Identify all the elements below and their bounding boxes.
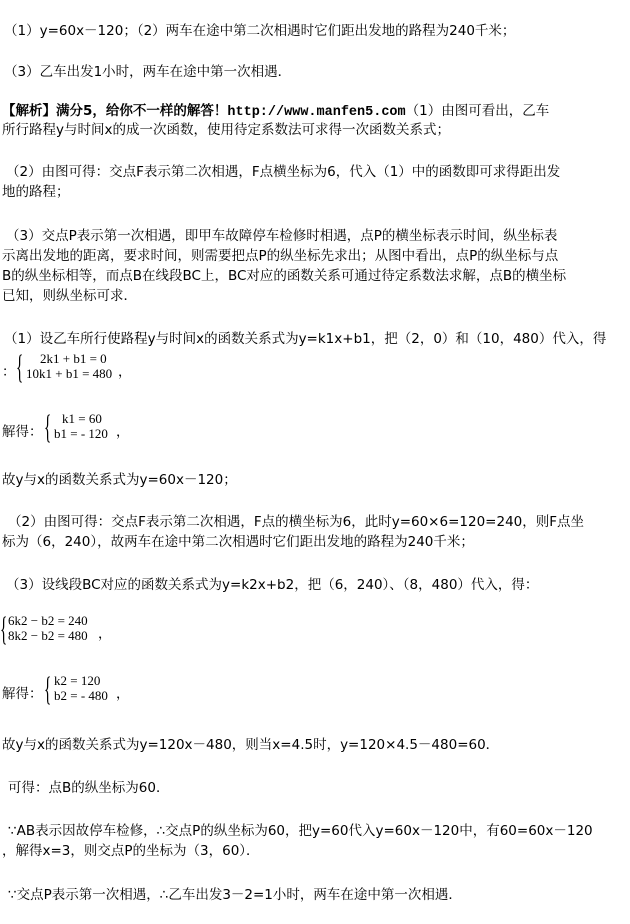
solution-line: 标为（6，240），故两车在途中第二次相遇时它们距出发地的路程为240千米； bbox=[2, 534, 474, 550]
solution-line: ，解得x=3，则交点P的坐标为（3，60）． bbox=[2, 843, 260, 859]
equation-system bbox=[0, 672, 200, 710]
solution-line: ∵交点P表示第一次相遇，∴乙车出发3－2=1小时，两车在途中第一次相遇． bbox=[8, 887, 462, 903]
analysis-line: （3）交点P表示第一次相遇，即甲车故障停车检修时相遇，点P的横坐标表示时间，纵坐标表 bbox=[6, 228, 558, 244]
equation-pair bbox=[54, 673, 108, 703]
analysis-line: 已知，则纵坐标可求． bbox=[2, 288, 137, 304]
analysis-line: B的纵坐标相等，而点B在线段BC上，BC对应的函数关系可通过待定系数法求解，点B的横坐标 bbox=[2, 268, 567, 284]
analysis-line: 所行路程y与时间x的成一次函数，使用待定系数法可求得一次函数关系式； bbox=[2, 122, 450, 138]
equation-prefix: ： bbox=[2, 364, 16, 380]
brace-symbol: { bbox=[44, 671, 52, 708]
equation-row: 8k2 − b2 = 480 bbox=[8, 628, 88, 643]
solution-line: （3）设线段BC对应的函数关系式为y=k2x+b2，把（6，240）、（8，480）代入，得： bbox=[6, 577, 539, 593]
answer-line-1: （1）y=60x－120；（2）两车在途中第二次相遇时它们距出发地的路程为240千米； bbox=[4, 23, 516, 39]
equation-row: 2k1 + b1 = 0 bbox=[40, 351, 107, 366]
solution-line: 可得：点B的纵坐标为60． bbox=[8, 780, 170, 796]
equation-suffix: ， bbox=[98, 626, 112, 642]
solution-line: 故y与x的函数关系式为y=120x－480，则当x=4.5时，y=120×4.5－480=60． bbox=[2, 737, 500, 753]
equation-system bbox=[0, 612, 200, 650]
source-url[interactable]: http://www.manfen5.com bbox=[227, 105, 406, 120]
equation-suffix: ， bbox=[116, 424, 130, 440]
equation-row: b1 = - 120 bbox=[54, 426, 108, 441]
equation-prefix: 解得： bbox=[2, 424, 43, 440]
analysis-header bbox=[2, 102, 549, 122]
equation-prefix: 解得： bbox=[2, 686, 43, 702]
equation-pair bbox=[8, 613, 88, 643]
analysis-line: 示离出发地的距离，要求时间，则需要把点P的纵坐标先求出；从图中看出，点P的纵坐标与点 bbox=[2, 248, 559, 264]
equation-row: k1 = 60 bbox=[62, 411, 102, 426]
equation-row: b2 = - 480 bbox=[54, 688, 108, 703]
equation-row: k2 = 120 bbox=[54, 673, 101, 688]
equation-pair bbox=[54, 411, 108, 441]
solution-line: 故y与x的函数关系式为y=60x－120； bbox=[2, 472, 237, 488]
analysis-line: （2）由图可得：交点F表示第二次相遇，F点横坐标为6，代入（1）中的函数即可求得距出发 bbox=[6, 164, 561, 180]
equation-row: 10k1 + b1 = 480 bbox=[26, 366, 113, 381]
solution-line: ∵AB表示因故停车检修，∴交点P的纵坐标为60，把y=60代入y=60x－120中，有60=60x－120 bbox=[8, 823, 593, 839]
brace-symbol: { bbox=[44, 409, 52, 446]
analysis-line: 地的路程； bbox=[2, 184, 70, 200]
analysis-step-1-text: （1）由图可看出，乙车 bbox=[405, 103, 550, 119]
brace-symbol: { bbox=[16, 349, 24, 386]
solution-line: （1）设乙车所行使路程y与时间x的函数关系式为y=k1x+b1，把（2，0）和（10，480）代入，得 bbox=[4, 331, 607, 347]
equation-system bbox=[0, 350, 200, 388]
brace-symbol: { bbox=[0, 611, 8, 648]
equation-row: 6k2 − b2 = 240 bbox=[8, 613, 88, 628]
solution-line: （2）由图可得：交点F表示第二次相遇，F点的横坐标为6，此时y=60×6=120=240，则F点坐 bbox=[8, 514, 585, 530]
analysis-title: 【解析】满分5，给你不一样的解答！ bbox=[2, 103, 228, 119]
equation-pair bbox=[26, 351, 112, 381]
equation-system bbox=[0, 410, 200, 448]
equation-suffix: ， bbox=[118, 364, 132, 380]
equation-suffix: ， bbox=[116, 686, 130, 702]
answer-line-2: （3）乙车出发1小时，两车在途中第一次相遇． bbox=[4, 64, 292, 80]
